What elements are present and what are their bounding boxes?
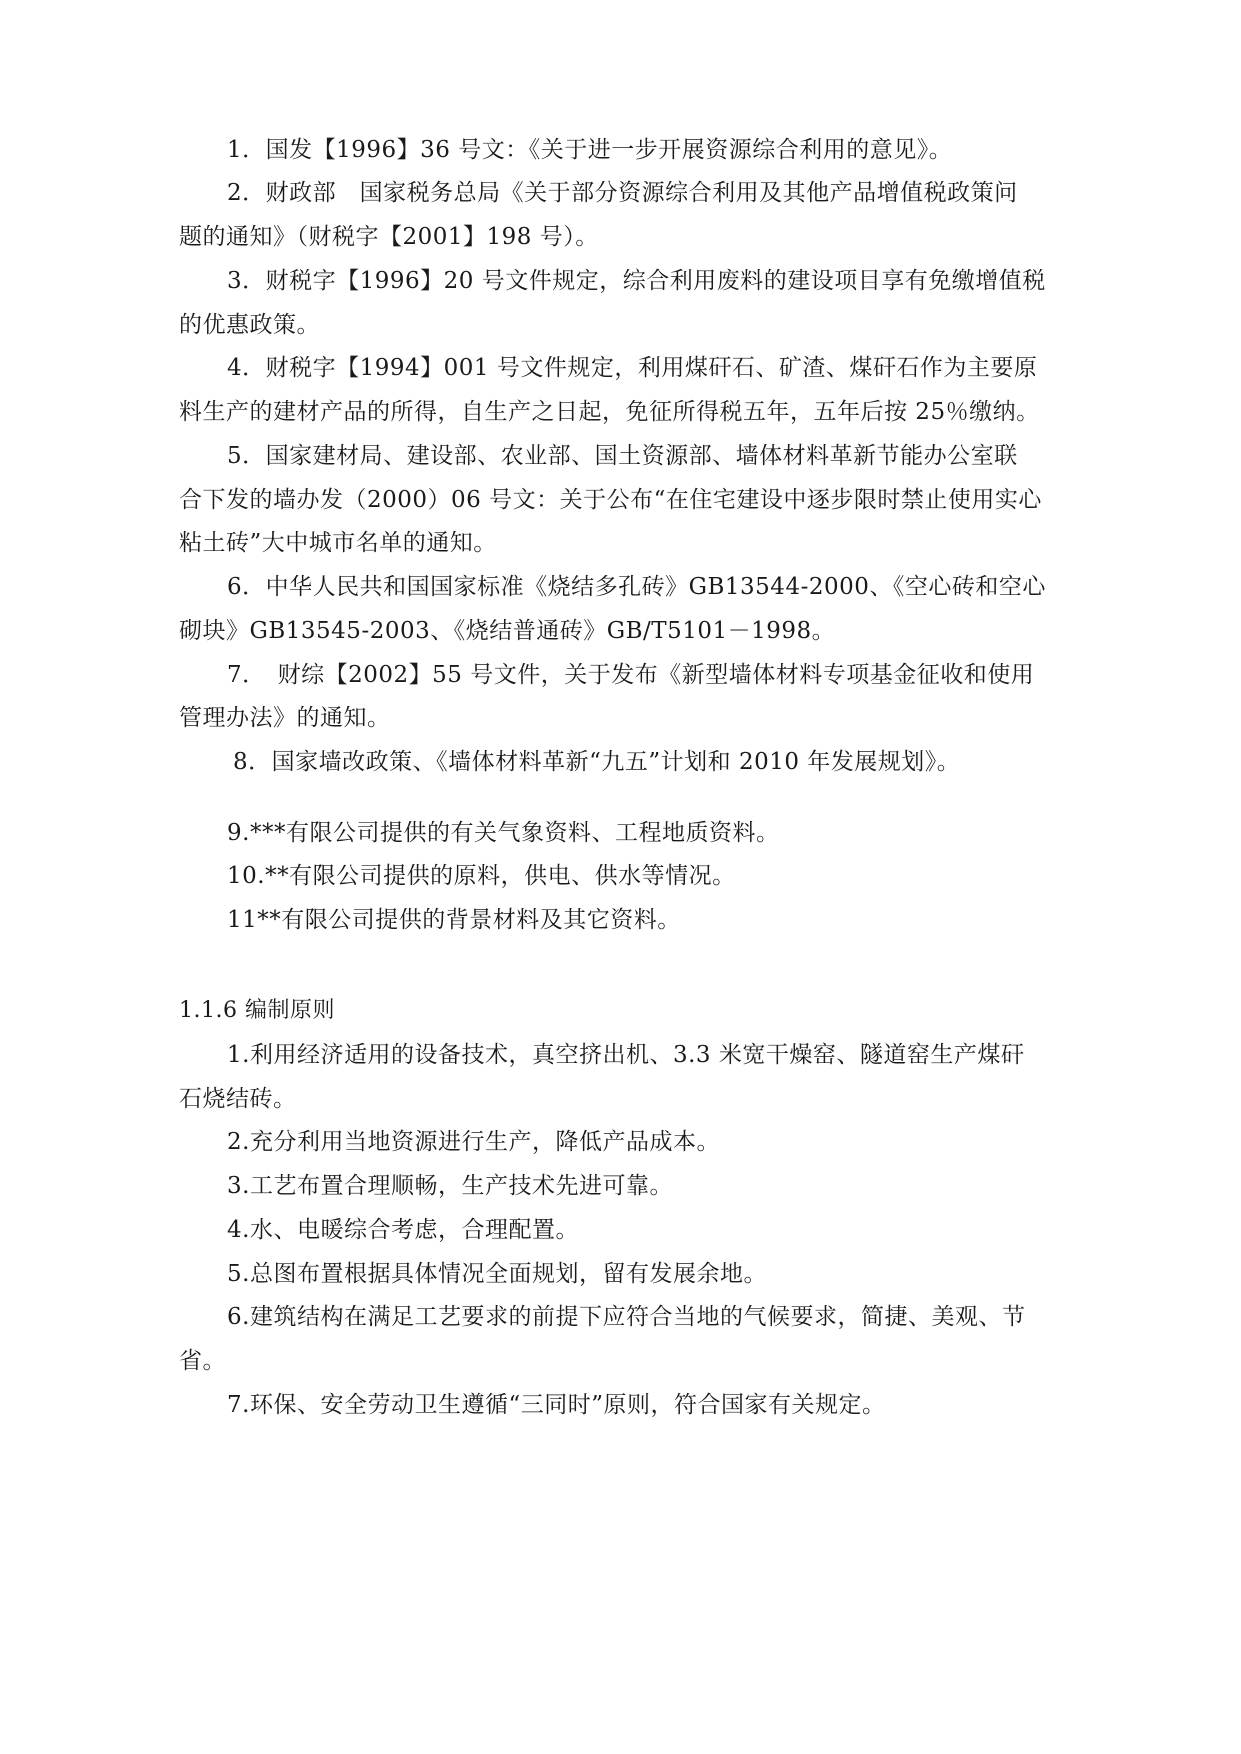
- reference-1-line-1: 1．国发【1996】36 号文：《关于进一步开展资源综合利用的意见》。: [227, 137, 953, 163]
- reference-8-line-1: 8．国家墙改政策、《墙体材料革新“九五”计划和 2010 年发展规划》。: [233, 749, 961, 775]
- principle-3-line-1: 3.工艺布置合理顺畅，生产技术先进可靠。: [227, 1173, 673, 1199]
- reference-2-line-1: 2．财政部 国家税务总局《关于部分资源综合利用及其他产品增值税政策问: [227, 180, 1018, 206]
- reference-5-line-3: 粘土砖”大中城市名单的通知。: [179, 530, 497, 556]
- reference-7-line-1: 7． 财综【2002】55 号文件，关于发布《新型墙体材料专项基金征收和使用: [227, 662, 1035, 688]
- reference-3-line-2: 的优惠政策。: [179, 312, 320, 338]
- principle-1-line-1: 1.利用经济适用的设备技术，真空挤出机、3.3 米宽干燥窑、隧道窑生产煤矸: [227, 1042, 1025, 1068]
- reference-5-line-1: 5．国家建材局、建设部、农业部、国土资源部、墙体材料革新节能办公室联: [227, 443, 1018, 469]
- reference-6-line-2: 砌块》GB13545-2003、《烧结普通砖》GB/T5101－1998。: [179, 618, 836, 644]
- principle-1-line-2: 石烧结砖。: [179, 1086, 297, 1112]
- reference-4-line-2: 料生产的建材产品的所得，自生产之日起，免征所得税五年，五年后按 25％缴纳。: [179, 399, 1040, 425]
- principle-6-line-1: 6.建筑结构在满足工艺要求的前提下应符合当地的气候要求，简捷、美观、节: [227, 1304, 1026, 1330]
- reference-4-line-1: 4．财税字【1994】001 号文件规定，利用煤矸石、矿渣、煤矸石作为主要原: [227, 355, 1038, 381]
- reference-2-line-2: 题的通知》（财税字【2001】198 号）。: [179, 224, 599, 250]
- principle-6-line-2: 省。: [179, 1348, 226, 1374]
- reference-10-line-1: 10.**有限公司提供的原料，供电、供水等情况。: [227, 863, 736, 889]
- principle-4-line-1: 4.水、电暖综合考虑，合理配置。: [227, 1217, 579, 1243]
- reference-9-line-1: 9.***有限公司提供的有关气象资料、工程地质资料。: [227, 820, 780, 846]
- reference-3-line-1: 3．财税字【1996】20 号文件规定，综合利用废料的建设项目享有免缴增值税: [227, 268, 1046, 294]
- principle-2-line-1: 2.充分利用当地资源进行生产，降低产品成本。: [227, 1129, 720, 1155]
- reference-11-line-1: 11**有限公司提供的背景材料及其它资料。: [227, 907, 681, 933]
- principle-7-line-1: 7.环保、安全劳动卫生遵循“三同时”原则，符合国家有关规定。: [227, 1392, 886, 1418]
- reference-6-line-1: 6．中华人民共和国国家标准《烧结多孔砖》GB13544-2000、《空心砖和空心: [227, 574, 1046, 600]
- section-heading: 1.1.6 编制原则: [179, 998, 335, 1023]
- reference-5-line-2: 合下发的墙办发（2000）06 号文：关于公布“在住宅建设中逐步限时禁止使用实心: [179, 487, 1042, 513]
- reference-7-line-2: 管理办法》的通知。: [179, 705, 391, 731]
- principle-5-line-1: 5.总图布置根据具体情况全面规划，留有发展余地。: [227, 1261, 767, 1287]
